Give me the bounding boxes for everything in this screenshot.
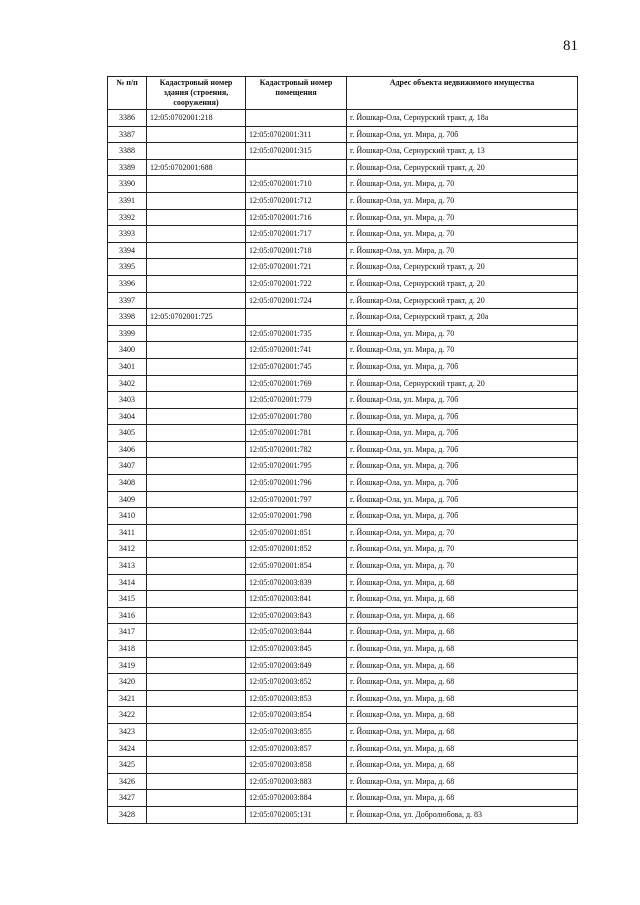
premises-cadastral-cell: 12:05:0702001:718: [246, 242, 347, 259]
address-cell: г. Йошкар-Ола, Сернурский тракт, д. 13: [347, 143, 578, 160]
building-cadastral-cell: [147, 226, 246, 243]
premises-cadastral-cell: 12:05:0702001:796: [246, 475, 347, 492]
row-number-cell: 3399: [108, 325, 147, 342]
row-number-cell: 3388: [108, 143, 147, 160]
table-row: [108, 806, 578, 823]
premises-cadastral-cell: 12:05:0702003:853: [246, 690, 347, 707]
address-cell: г. Йошкар-Ола, Сернурский тракт, д. 18а: [347, 110, 578, 127]
building-cadastral-cell: [147, 690, 246, 707]
building-cadastral-cell: [147, 508, 246, 525]
building-cadastral-cell: 12:05:0702001:725: [147, 309, 246, 326]
address-cell: г. Йошкар-Ола, ул. Мира, д. 70: [347, 541, 578, 558]
row-number-cell: 3419: [108, 657, 147, 674]
table-row: [108, 242, 578, 259]
row-number-cell: 3421: [108, 690, 147, 707]
address-cell: г. Йошкар-Ола, ул. Мира, д. 70: [347, 558, 578, 575]
table-row: [108, 126, 578, 143]
building-cadastral-cell: [147, 674, 246, 691]
address-cell: г. Йошкар-Ола, ул. Мира, д. 68: [347, 607, 578, 624]
address-cell: г. Йошкар-Ола, Сернурский тракт, д. 20а: [347, 309, 578, 326]
row-number-cell: 3403: [108, 392, 147, 409]
table-row: [108, 259, 578, 276]
premises-cadastral-cell: 12:05:0702001:779: [246, 392, 347, 409]
row-number-cell: 3390: [108, 176, 147, 193]
address-cell: г. Йошкар-Ола, ул. Мира, д. 70б: [347, 491, 578, 508]
address-cell: г. Йошкар-Ола, ул. Мира, д. 70: [347, 342, 578, 359]
page-number: 81: [563, 38, 578, 54]
building-cadastral-cell: [147, 541, 246, 558]
table-row: [108, 292, 578, 309]
row-number-cell: 3389: [108, 159, 147, 176]
table-row: [108, 441, 578, 458]
table-row: [108, 491, 578, 508]
row-number-cell: 3393: [108, 226, 147, 243]
address-cell: г. Йошкар-Ола, ул. Мира, д. 68: [347, 591, 578, 608]
table-row: [108, 325, 578, 342]
row-number-cell: 3392: [108, 209, 147, 226]
table-row: [108, 641, 578, 658]
address-cell: г. Йошкар-Ола, Сернурский тракт, д. 20: [347, 375, 578, 392]
building-cadastral-cell: [147, 641, 246, 658]
address-cell: г. Йошкар-Ола, ул. Мира, д. 70б: [347, 408, 578, 425]
premises-cadastral-cell: 12:05:0702003:845: [246, 641, 347, 658]
address-cell: г. Йошкар-Ола, ул. Мира, д. 70: [347, 226, 578, 243]
row-number-cell: 3416: [108, 607, 147, 624]
table-row: [108, 358, 578, 375]
row-number-cell: 3424: [108, 740, 147, 757]
building-cadastral-cell: [147, 342, 246, 359]
table-row: [108, 524, 578, 541]
header-property-address: Адрес объекта недвижимого имущества: [347, 77, 578, 110]
address-cell: г. Йошкар-Ола, ул. Мира, д. 68: [347, 657, 578, 674]
row-number-cell: 3417: [108, 624, 147, 641]
row-number-cell: 3395: [108, 259, 147, 276]
table-row: [108, 541, 578, 558]
table-row: [108, 110, 578, 127]
row-number-cell: 3400: [108, 342, 147, 359]
premises-cadastral-cell: 12:05:0702003:839: [246, 574, 347, 591]
row-number-cell: 3405: [108, 425, 147, 442]
address-cell: г. Йошкар-Ола, ул. Мира, д. 70: [347, 325, 578, 342]
address-cell: г. Йошкар-Ола, ул. Мира, д. 70б: [347, 425, 578, 442]
premises-cadastral-cell: 12:05:0702001:710: [246, 176, 347, 193]
building-cadastral-cell: [147, 723, 246, 740]
table-row: [108, 558, 578, 575]
row-number-cell: 3418: [108, 641, 147, 658]
table-row: [108, 790, 578, 807]
address-cell: г. Йошкар-Ола, Сернурский тракт, д. 20: [347, 159, 578, 176]
premises-cadastral-cell: 12:05:0702001:797: [246, 491, 347, 508]
address-cell: г. Йошкар-Ола, ул. Мира, д. 70: [347, 242, 578, 259]
table-row: [108, 275, 578, 292]
premises-cadastral-cell: 12:05:0702003:884: [246, 790, 347, 807]
building-cadastral-cell: [147, 126, 246, 143]
row-number-cell: 3408: [108, 475, 147, 492]
address-cell: г. Йошкар-Ола, ул. Мира, д. 68: [347, 641, 578, 658]
table-row: [108, 624, 578, 641]
address-cell: г. Йошкар-Ола, ул. Мира, д. 70б: [347, 392, 578, 409]
building-cadastral-cell: [147, 524, 246, 541]
building-cadastral-cell: [147, 209, 246, 226]
table-row: [108, 657, 578, 674]
building-cadastral-cell: 12:05:0702001:218: [147, 110, 246, 127]
table-row: [108, 690, 578, 707]
row-number-cell: 3386: [108, 110, 147, 127]
building-cadastral-cell: [147, 475, 246, 492]
address-cell: г. Йошкар-Ола, Сернурский тракт, д. 20: [347, 259, 578, 276]
premises-cadastral-cell: 12:05:0702003:849: [246, 657, 347, 674]
premises-cadastral-cell: 12:05:0702001:745: [246, 358, 347, 375]
premises-cadastral-cell: 12:05:0702001:795: [246, 458, 347, 475]
building-cadastral-cell: [147, 591, 246, 608]
building-cadastral-cell: [147, 773, 246, 790]
premises-cadastral-cell: 12:05:0702003:841: [246, 591, 347, 608]
building-cadastral-cell: [147, 707, 246, 724]
table-row: [108, 607, 578, 624]
building-cadastral-cell: [147, 458, 246, 475]
table-row: [108, 226, 578, 243]
premises-cadastral-cell: 12:05:0702001:735: [246, 325, 347, 342]
row-number-cell: 3411: [108, 524, 147, 541]
premises-cadastral-cell: 12:05:0702003:843: [246, 607, 347, 624]
premises-cadastral-cell: 12:05:0702001:712: [246, 192, 347, 209]
row-number-cell: 3422: [108, 707, 147, 724]
row-number-cell: 3413: [108, 558, 147, 575]
header-row-number: № п/п: [108, 77, 147, 110]
address-cell: г. Йошкар-Ола, ул. Добролюбова, д. 83: [347, 806, 578, 823]
address-cell: г. Йошкар-Ола, ул. Мира, д. 70б: [347, 458, 578, 475]
row-number-cell: 3404: [108, 408, 147, 425]
address-cell: г. Йошкар-Ола, ул. Мира, д. 68: [347, 574, 578, 591]
table-row: [108, 192, 578, 209]
table-row: [108, 392, 578, 409]
row-number-cell: 3427: [108, 790, 147, 807]
building-cadastral-cell: [147, 491, 246, 508]
row-number-cell: 3394: [108, 242, 147, 259]
address-cell: г. Йошкар-Ола, ул. Мира, д. 68: [347, 624, 578, 641]
row-number-cell: 3409: [108, 491, 147, 508]
premises-cadastral-cell: [246, 309, 347, 326]
premises-cadastral-cell: 12:05:0702003:844: [246, 624, 347, 641]
row-number-cell: 3426: [108, 773, 147, 790]
building-cadastral-cell: [147, 259, 246, 276]
premises-cadastral-cell: [246, 159, 347, 176]
address-cell: г. Йошкар-Ола, ул. Мира, д. 70: [347, 192, 578, 209]
row-number-cell: 3387: [108, 126, 147, 143]
table-row: [108, 674, 578, 691]
building-cadastral-cell: 12:05:0702001:688: [147, 159, 246, 176]
premises-cadastral-cell: 12:05:0702001:741: [246, 342, 347, 359]
header-premises-cadastral-number: Кадастровый номер помещения: [246, 77, 347, 110]
building-cadastral-cell: [147, 657, 246, 674]
address-cell: г. Йошкар-Ола, ул. Мира, д. 70: [347, 524, 578, 541]
building-cadastral-cell: [147, 607, 246, 624]
building-cadastral-cell: [147, 275, 246, 292]
table-row: [108, 309, 578, 326]
table-row: [108, 176, 578, 193]
address-cell: г. Йошкар-Ола, ул. Мира, д. 68: [347, 674, 578, 691]
building-cadastral-cell: [147, 740, 246, 757]
address-cell: г. Йошкар-Ола, ул. Мира, д. 70б: [347, 358, 578, 375]
premises-cadastral-cell: 12:05:0702003:854: [246, 707, 347, 724]
table-row: [108, 209, 578, 226]
building-cadastral-cell: [147, 242, 246, 259]
row-number-cell: 3406: [108, 441, 147, 458]
premises-cadastral-cell: 12:05:0702001:852: [246, 541, 347, 558]
table-row: [108, 707, 578, 724]
premises-cadastral-cell: 12:05:0702001:798: [246, 508, 347, 525]
table-row: [108, 740, 578, 757]
address-cell: г. Йошкар-Ола, ул. Мира, д. 70: [347, 176, 578, 193]
building-cadastral-cell: [147, 624, 246, 641]
building-cadastral-cell: [147, 143, 246, 160]
table-row: [108, 475, 578, 492]
property-registry-table: [107, 76, 578, 824]
address-cell: г. Йошкар-Ола, ул. Мира, д. 70б: [347, 126, 578, 143]
premises-cadastral-cell: 12:05:0702001:782: [246, 441, 347, 458]
building-cadastral-cell: [147, 425, 246, 442]
premises-cadastral-cell: 12:05:0702001:315: [246, 143, 347, 160]
table-row: [108, 425, 578, 442]
table-row: [108, 723, 578, 740]
row-number-cell: 3398: [108, 309, 147, 326]
premises-cadastral-cell: 12:05:0702001:854: [246, 558, 347, 575]
premises-cadastral-cell: 12:05:0702001:722: [246, 275, 347, 292]
address-cell: г. Йошкар-Ола, ул. Мира, д. 68: [347, 740, 578, 757]
premises-cadastral-cell: 12:05:0702003:852: [246, 674, 347, 691]
premises-cadastral-cell: 12:05:0702003:857: [246, 740, 347, 757]
building-cadastral-cell: [147, 358, 246, 375]
building-cadastral-cell: [147, 375, 246, 392]
building-cadastral-cell: [147, 574, 246, 591]
premises-cadastral-cell: [246, 110, 347, 127]
table-row: [108, 408, 578, 425]
building-cadastral-cell: [147, 790, 246, 807]
row-number-cell: 3401: [108, 358, 147, 375]
building-cadastral-cell: [147, 192, 246, 209]
building-cadastral-cell: [147, 757, 246, 774]
premises-cadastral-cell: 12:05:0702005:131: [246, 806, 347, 823]
premises-cadastral-cell: 12:05:0702003:858: [246, 757, 347, 774]
address-cell: г. Йошкар-Ола, Сернурский тракт, д. 20: [347, 275, 578, 292]
building-cadastral-cell: [147, 392, 246, 409]
address-cell: г. Йошкар-Ола, ул. Мира, д. 70б: [347, 508, 578, 525]
table-row: [108, 757, 578, 774]
premises-cadastral-cell: 12:05:0702001:717: [246, 226, 347, 243]
row-number-cell: 3407: [108, 458, 147, 475]
row-number-cell: 3425: [108, 757, 147, 774]
row-number-cell: 3410: [108, 508, 147, 525]
address-cell: г. Йошкар-Ола, ул. Мира, д. 70б: [347, 475, 578, 492]
row-number-cell: 3402: [108, 375, 147, 392]
address-cell: г. Йошкар-Ола, ул. Мира, д. 68: [347, 723, 578, 740]
premises-cadastral-cell: 12:05:0702001:724: [246, 292, 347, 309]
row-number-cell: 3412: [108, 541, 147, 558]
premises-cadastral-cell: 12:05:0702003:883: [246, 773, 347, 790]
building-cadastral-cell: [147, 325, 246, 342]
address-cell: г. Йошкар-Ола, ул. Мира, д. 68: [347, 790, 578, 807]
building-cadastral-cell: [147, 558, 246, 575]
address-cell: г. Йошкар-Ола, ул. Мира, д. 68: [347, 773, 578, 790]
building-cadastral-cell: [147, 408, 246, 425]
premises-cadastral-cell: 12:05:0702001:781: [246, 425, 347, 442]
address-cell: г. Йошкар-Ола, ул. Мира, д. 68: [347, 707, 578, 724]
row-number-cell: 3391: [108, 192, 147, 209]
table-row: [108, 773, 578, 790]
premises-cadastral-cell: 12:05:0702001:311: [246, 126, 347, 143]
building-cadastral-cell: [147, 441, 246, 458]
table-header-row: [108, 77, 578, 110]
premises-cadastral-cell: 12:05:0702001:769: [246, 375, 347, 392]
address-cell: г. Йошкар-Ола, ул. Мира, д. 70б: [347, 441, 578, 458]
premises-cadastral-cell: 12:05:0702001:721: [246, 259, 347, 276]
address-cell: г. Йошкар-Ола, ул. Мира, д. 68: [347, 690, 578, 707]
premises-cadastral-cell: 12:05:0702003:855: [246, 723, 347, 740]
premises-cadastral-cell: 12:05:0702001:716: [246, 209, 347, 226]
building-cadastral-cell: [147, 292, 246, 309]
table-row: [108, 375, 578, 392]
premises-cadastral-cell: 12:05:0702001:851: [246, 524, 347, 541]
building-cadastral-cell: [147, 176, 246, 193]
header-building-cadastral-number: Кадастровый номер здания (строения, сооружения): [147, 77, 246, 110]
table-body: [108, 110, 578, 824]
address-cell: г. Йошкар-Ола, ул. Мира, д. 68: [347, 757, 578, 774]
table-row: [108, 342, 578, 359]
table-row: [108, 143, 578, 160]
row-number-cell: 3420: [108, 674, 147, 691]
address-cell: г. Йошкар-Ола, ул. Мира, д. 70: [347, 209, 578, 226]
table-row: [108, 508, 578, 525]
address-cell: г. Йошкар-Ола, Сернурский тракт, д. 20: [347, 292, 578, 309]
building-cadastral-cell: [147, 806, 246, 823]
row-number-cell: 3397: [108, 292, 147, 309]
table-row: [108, 458, 578, 475]
table-row: [108, 159, 578, 176]
row-number-cell: 3428: [108, 806, 147, 823]
row-number-cell: 3423: [108, 723, 147, 740]
row-number-cell: 3415: [108, 591, 147, 608]
table-row: [108, 574, 578, 591]
row-number-cell: 3414: [108, 574, 147, 591]
table-row: [108, 591, 578, 608]
row-number-cell: 3396: [108, 275, 147, 292]
premises-cadastral-cell: 12:05:0702001:780: [246, 408, 347, 425]
